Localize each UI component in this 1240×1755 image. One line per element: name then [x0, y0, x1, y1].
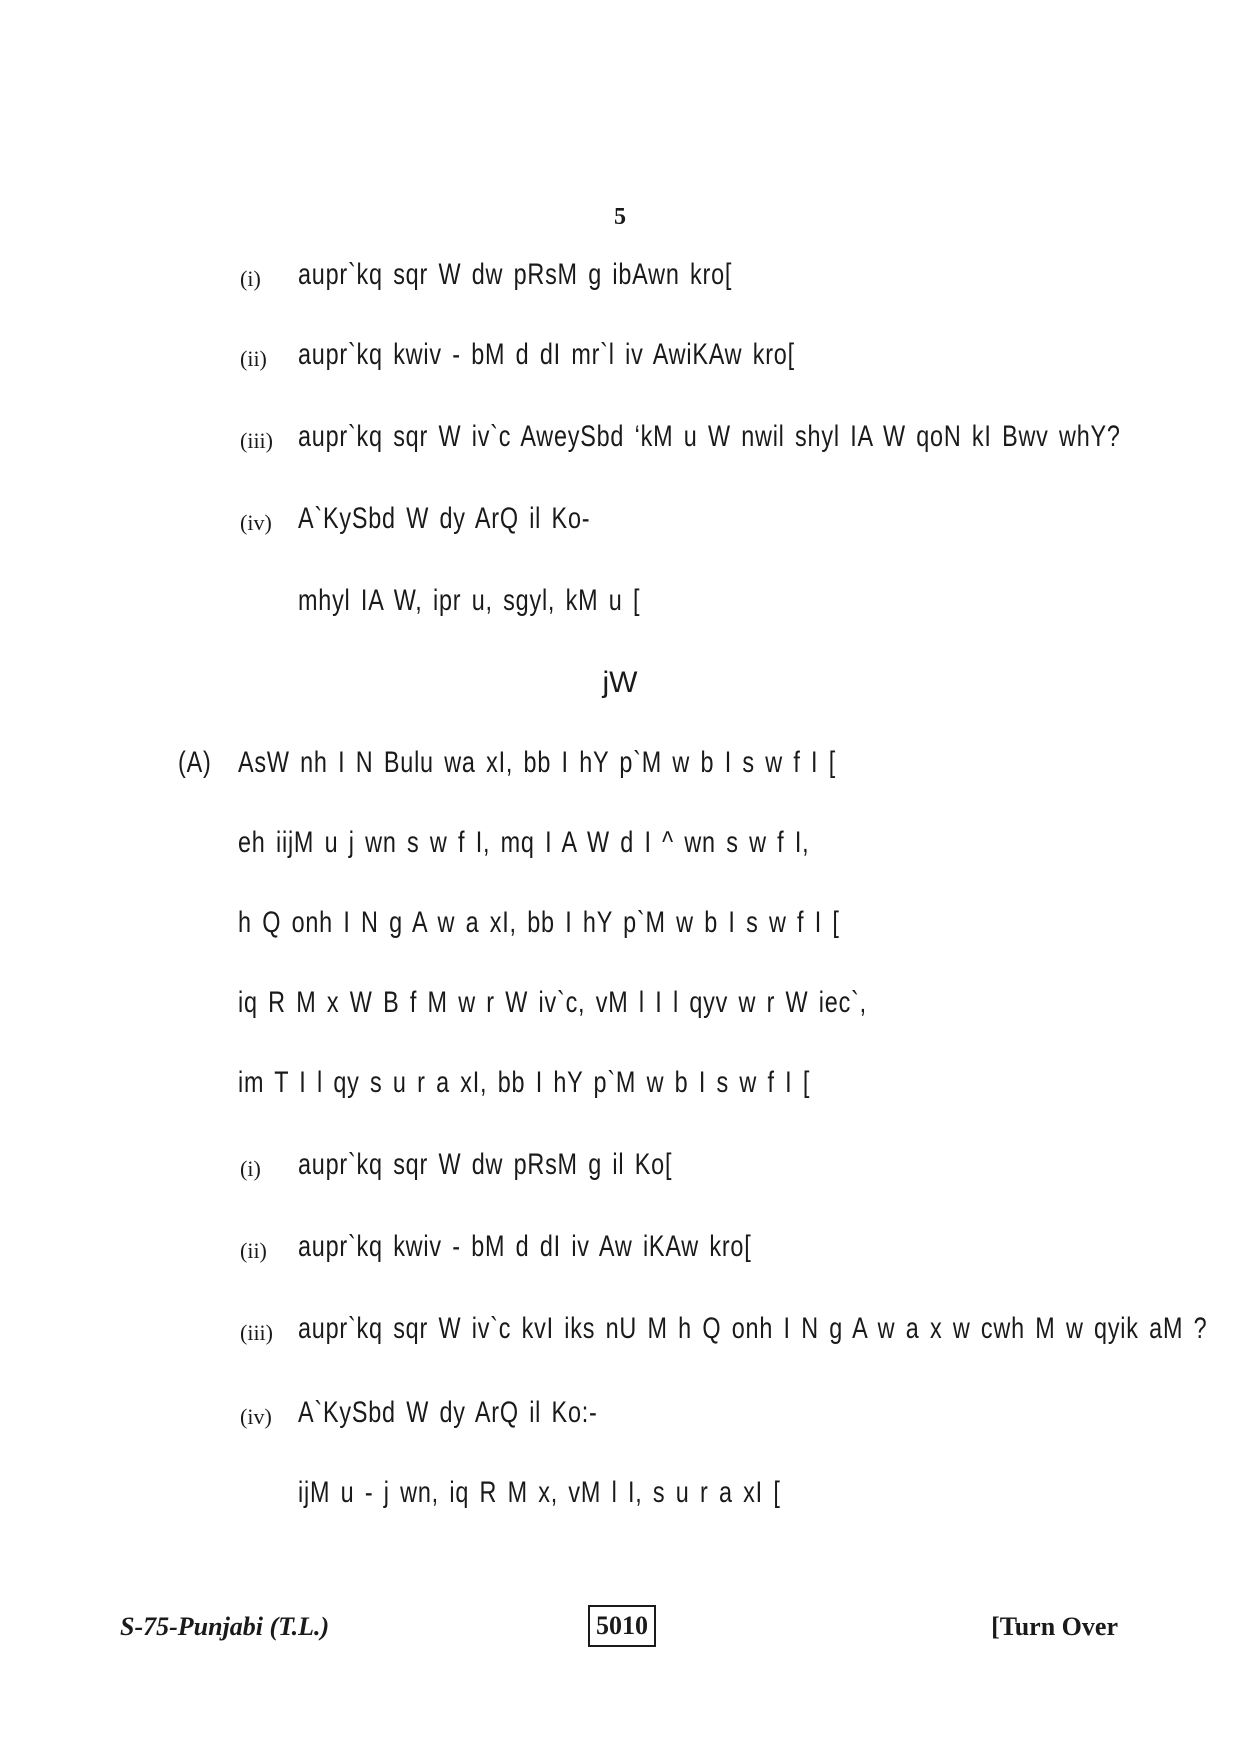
question-text: aupr`kq sqr W iv`c AweySbd ‘kM u W nwil shyl IA W qoN kI Bwv whY?: [298, 420, 1121, 453]
question-text: aupr`kq kwiv - bM d dI iv Aw iKAw kro[: [298, 1230, 752, 1263]
question-text: aupr`kq sqr W dw pRsM g ibAwn kro[: [298, 258, 733, 291]
question-number: (i): [240, 1156, 261, 1181]
poem-line: im T I l qy s u r a xI, bb I hY p`M w b I s w f I [: [238, 1066, 811, 1099]
question-number: (iv): [240, 510, 272, 535]
question-text: aupr`kq kwiv - bM d dI mr`l iv AwiKAw kro[: [298, 338, 795, 371]
or-separator: jW: [602, 666, 638, 699]
question-number: (iii): [240, 1320, 273, 1345]
question-text: aupr`kq sqr W dw pRsM g il Ko[: [298, 1148, 673, 1181]
word-list: ijM u - j wn, iq R M x, vM l I, s u r a xI [: [298, 1476, 781, 1509]
poem-line: iq R M x W B f M w r W iv`c, vM l I l qyv w r W iec`,: [238, 986, 867, 1019]
poem-line: AsW nh I N Bulu wa xI, bb I hY p`M w b I s w f I [: [238, 746, 837, 779]
poem-label: (A): [178, 746, 212, 779]
page-number: 5: [614, 204, 626, 230]
turn-over-label: [Turn Over: [991, 1612, 1118, 1641]
question-number: (ii): [240, 346, 267, 371]
paper-code: S-75-Punjabi (T.L.): [120, 1612, 330, 1641]
question-number: (ii): [240, 1238, 267, 1263]
question-number: (iii): [240, 428, 273, 453]
question-number: (i): [240, 266, 261, 291]
word-list: mhyl IA W, ipr u, sgyl, kM u [: [298, 584, 641, 617]
question-number: (iv): [240, 1404, 272, 1429]
question-text: A`KySbd W dy ArQ il Ko:-: [298, 1396, 598, 1429]
poem-line: h Q onh I N g A w a xI, bb I hY p`M w b I s w f I [: [238, 906, 840, 939]
question-text: aupr`kq sqr W iv`c kvI iks nU M h Q onh I N g A w a x w cwh M w qyik aM ?: [298, 1312, 1208, 1345]
poem-line: eh iijM u j wn s w f I, mq I A W d I ^ wn s w f I,: [238, 826, 810, 859]
question-text: A`KySbd W dy ArQ il Ko-: [298, 502, 591, 535]
paper-number-box: 5010: [588, 1605, 656, 1647]
